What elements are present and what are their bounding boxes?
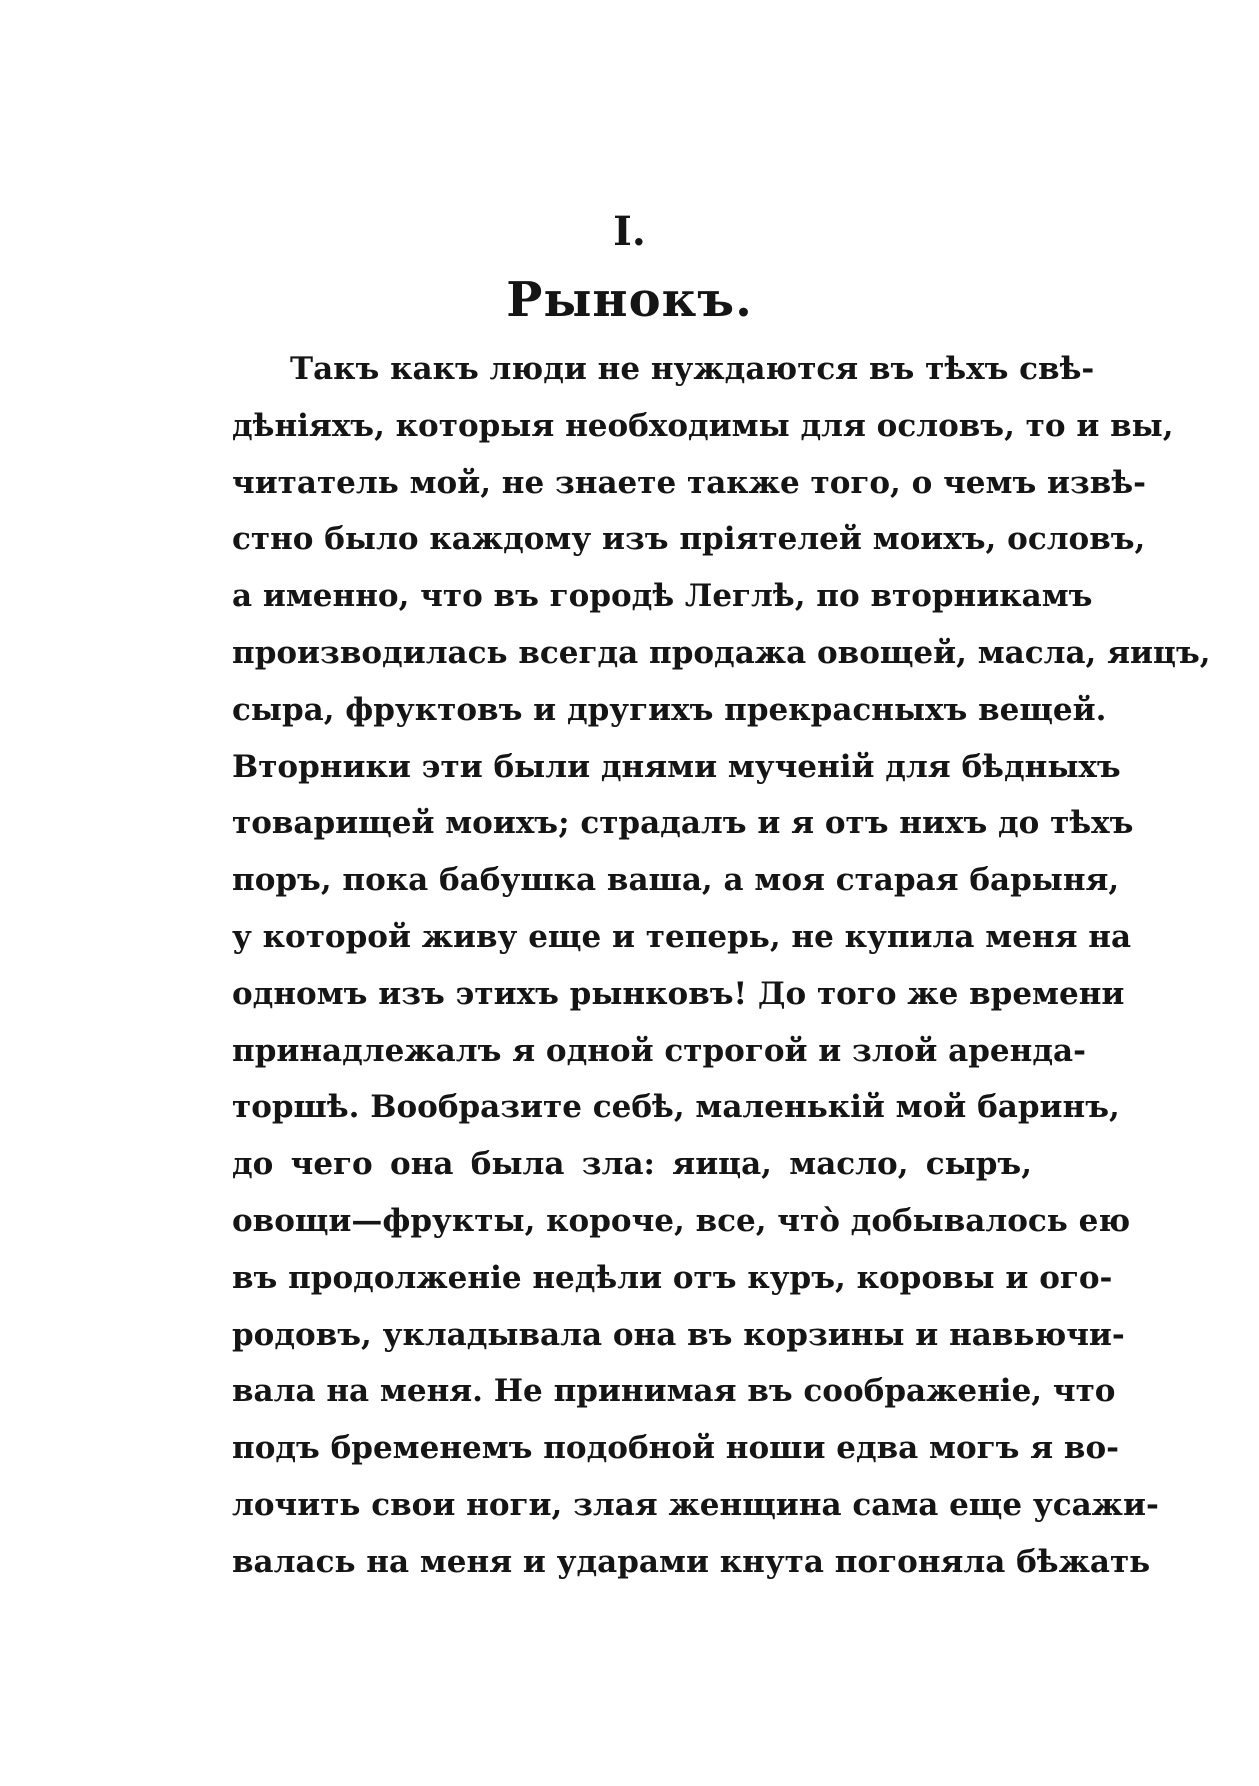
text-line: торшѣ. Вообразите себѣ, маленькій мой баринъ, bbox=[232, 1089, 1120, 1126]
text-line: валась на меня и ударами кнута погоняла бѣжать bbox=[232, 1543, 1151, 1580]
chapter-number: I. bbox=[613, 208, 646, 255]
text-line: товарищей моихъ; страдалъ и я отъ нихъ до тѣхъ bbox=[232, 805, 1134, 842]
text-line: одномъ изъ этихъ рынковъ! До того же времени bbox=[232, 975, 1125, 1012]
text-line: въ продолженіе недѣли отъ куръ, коровы и ого- bbox=[232, 1259, 1113, 1296]
text-line: производилась всегда продажа овощей, масла, яицъ, bbox=[232, 634, 1211, 671]
text-line: поръ, пока бабушка ваша, а моя старая барыня, bbox=[232, 862, 1120, 899]
text-line: а именно, что въ городѣ Леглѣ, по вторникамъ bbox=[232, 578, 1093, 615]
text-line: Такъ какъ люди не нуждаются въ тѣхъ свѣ- bbox=[290, 351, 1095, 387]
text-line: дѣніяхъ, которыя необходимы для ословъ, то и вы, bbox=[232, 407, 1174, 444]
text-line: родовъ, укладывала она въ корзины и навьючи- bbox=[232, 1316, 1125, 1353]
chapter-body-text bbox=[232, 341, 1211, 1591]
text-line: вала на меня. Не принимая въ соображеніе, что bbox=[232, 1373, 1116, 1410]
text-line: Вторники эти были днями мученій для бѣдныхъ bbox=[232, 748, 1121, 785]
text-line: овощи—фрукты, короче, все, что̀ добывалось ею bbox=[232, 1202, 1131, 1239]
chapter-title: Рынокъ. bbox=[506, 272, 753, 328]
text-line: читатель мой, не знаете также того, о чемъ извѣ- bbox=[232, 464, 1147, 501]
text-line: подъ бременемъ подобной ноши едва могъ я во- bbox=[232, 1430, 1119, 1467]
text-line: до чего она была зла: яица, масло, сыръ, bbox=[232, 1146, 1032, 1183]
text-line: принадлежалъ я одной строгой и злой аренда- bbox=[232, 1032, 1086, 1069]
text-line: сыра, фруктовъ и другихъ прекрасныхъ вещей. bbox=[232, 691, 1107, 728]
text-line: стно было каждому изъ пріятелей моихъ, ословъ, bbox=[232, 521, 1146, 558]
text-line: у которой живу еще и теперь, не купила меня на bbox=[232, 918, 1132, 955]
text-line: лочить свои ноги, злая женщина сама еще усажи- bbox=[232, 1486, 1159, 1523]
